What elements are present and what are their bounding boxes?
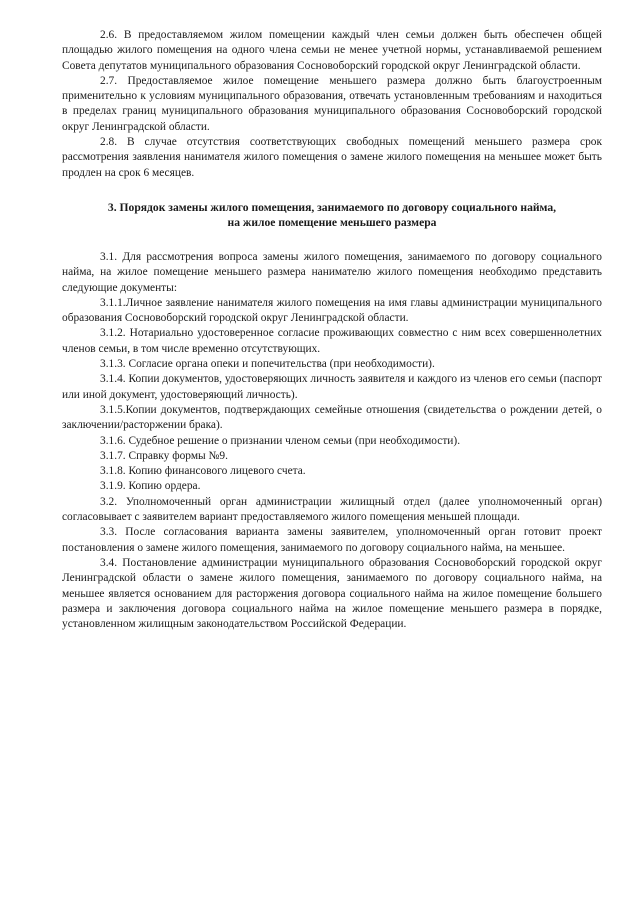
paragraph-3-1-9: 3.1.9. Копию ордера. — [100, 480, 201, 493]
section-3-heading — [62, 200, 602, 231]
paragraph-3-1-6: 3.1.6. Судебное решение о признании членом семьи (при необходимости). — [100, 434, 461, 447]
paragraph-3-1-3: 3.1.3. Согласие органа опеки и попечительства (при необходимости). — [100, 358, 435, 371]
section-3-heading-line2: на жилое помещение меньшего размера — [227, 216, 437, 230]
document-page — [62, 28, 602, 632]
paragraph-3-1-7: 3.1.7. Справку формы №9. — [100, 449, 228, 462]
paragraph-2-7: 2.7. Предоставляемое жилое помещение меньшего размера должно быть благоустроенным применительно к условиям муниципального образования, отвечать установленным требованиям и находиться в пределах границ муниципального образования муниципального образования Сосновоборский городской округ Ленинградской области. — [62, 74, 602, 133]
paragraph-3-1-1: 3.1.1.Личное заявление нанимателя жилого помещения на имя главы администрации муниципального образования Сосновоборский городской округ Ленинградской области. — [62, 296, 602, 325]
paragraph-3-1-2: 3.1.2. Нотариально удостоверенное согласие проживающих совместно с ним всех совершеннолетних членов семьи, в том числе временно отсутствующих. — [62, 327, 602, 355]
paragraph-3-1-8: 3.1.8. Копию финансового лицевого счета. — [100, 465, 306, 478]
paragraph-3-1-5: 3.1.5.Копии документов, подтверждающих семейные отношения (свидетельства о рождении детей, о заключении/расторжении брака). — [62, 403, 602, 432]
paragraph-3-3: 3.3. После согласования варианта замены заявителем, уполномоченный орган готовит проект постановления о замене жилого помещения, занимаемого по договору социального найма, на меньшее. — [62, 526, 602, 554]
paragraph-3-2: 3.2. Уполномоченный орган администрации жилищный отдел (далее уполномоченный орган) согласовывает с заявителем вариант предоставляемого жилого помещения меньшей площади. — [62, 495, 602, 524]
section-3-heading-line1: 3. Порядок замены жилого помещения, занимаемого по договору социального найма, — [107, 200, 557, 214]
paragraph-3-1: 3.1. Для рассмотрения вопроса замены жилого помещения, занимаемого по договору социального найма, на жилое помещение меньшего размера нанимателю жилого помещения необходимо представить следующие документы: — [62, 250, 602, 294]
paragraph-2-6: 2.6. В предоставляемом жилом помещении каждый член семьи должен быть обеспечен общей площадью жилого помещения на одного члена семьи не менее учетной нормы, устанавливаемой решением Совета депутатов муниципального образования Сосновоборский городской округ Ленинградской области. — [62, 29, 602, 72]
paragraph-3-1-4: 3.1.4. Копии документов, удостоверяющих личность заявителя и каждого из членов его семьи (паспорт или иной документ, удостоверяющий личность). — [62, 373, 602, 401]
paragraph-3-4: 3.4. Постановление администрации муниципального образования Сосновоборский городской округ Ленинградской области о замене жилого помещения, занимаемого по договору социального найма, на меньшее является основанием для расторжения договора социального найма на жилое помещение большего размера и заключения договора социального найма на жилое помещение меньшего размера в порядке, установленном жилищным законодательством Российской Федерации. — [62, 556, 602, 631]
paragraph-2-8: 2.8. В случае отсутствия соответствующих свободных помещений меньшего размера срок рассмотрения заявления нанимателя жилого помещения о замене жилого помещения на меньшее может быть продлен на срок 6 месяцев. — [62, 136, 602, 179]
